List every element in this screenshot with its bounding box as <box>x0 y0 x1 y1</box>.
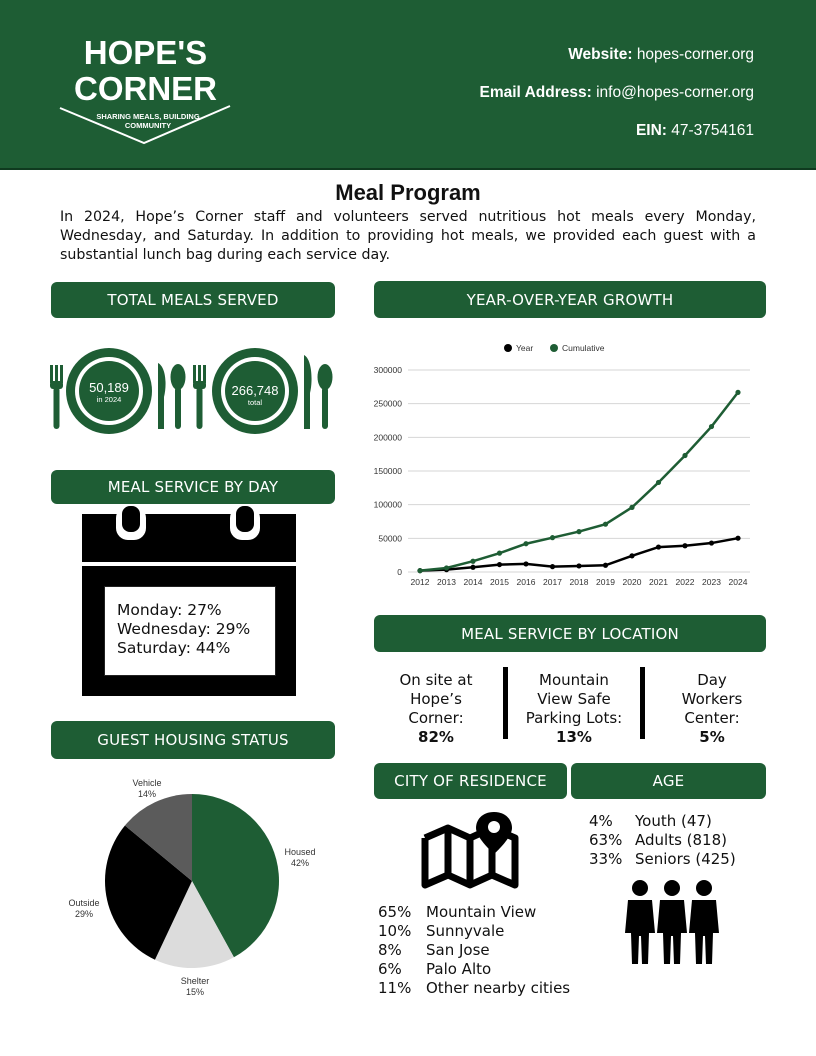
y-tick-label: 150000 <box>373 466 402 476</box>
header-banner <box>0 0 816 170</box>
city-name: Mountain View <box>426 903 537 921</box>
fork-icon <box>50 365 63 429</box>
location-divider <box>640 667 645 739</box>
growth-heading: YEAR-OVER-YEAR GROWTH <box>374 281 766 318</box>
meals-2024-value: 50,189 <box>89 380 129 395</box>
data-point <box>735 536 740 541</box>
age-pct: 63% <box>589 831 623 849</box>
day-monday: Monday: 27% <box>117 601 222 619</box>
pie-label: Housed <box>284 847 316 857</box>
pie-pct-label: 29% <box>74 909 94 919</box>
age-heading: AGE <box>571 763 766 799</box>
x-tick-label: 2023 <box>702 577 721 587</box>
data-point <box>629 553 634 558</box>
x-tick-label: 2020 <box>622 577 642 587</box>
data-point <box>603 522 608 527</box>
location-onsite-line-3: Corner: <box>408 709 464 727</box>
location-heading: MEAL SERVICE BY LOCATION <box>374 615 766 652</box>
x-tick-label: 2017 <box>543 577 562 587</box>
data-point <box>444 565 449 570</box>
location-onsite <box>386 671 486 747</box>
legend-marker <box>550 344 558 352</box>
knife-icon <box>304 355 312 429</box>
email-link[interactable]: info@hopes-corner.org <box>596 84 754 101</box>
ein-line <box>636 122 754 140</box>
total-meals-heading: TOTAL MEALS SERVED <box>51 282 335 318</box>
location-dayworkers-line-3: Center: <box>684 709 740 727</box>
website-link[interactable]: hopes-corner.org <box>636 46 754 63</box>
city-heading: CITY OF RESIDENCE <box>374 763 567 799</box>
data-point <box>497 562 502 567</box>
age-row <box>589 831 727 850</box>
x-tick-label: 2021 <box>649 577 668 587</box>
location-parking <box>520 671 628 747</box>
data-point <box>709 424 714 429</box>
location-onsite-line-2: Hope’s <box>410 690 462 708</box>
pie-label: Shelter <box>180 976 210 986</box>
meals-2024-label: in 2024 <box>96 395 122 404</box>
city-pct: 10% <box>378 922 412 940</box>
x-tick-label: 2014 <box>463 577 483 587</box>
meal-by-day-heading: MEAL SERVICE BY DAY <box>51 470 335 504</box>
logo-tagline-line-1: SHARING MEALS, BUILDING <box>96 112 200 121</box>
age-name: Seniors (425) <box>635 850 736 868</box>
age-pct: 4% <box>589 812 613 830</box>
pie-label: Outside <box>68 898 100 908</box>
pie-pct-label: 15% <box>185 987 205 997</box>
data-point <box>550 564 555 569</box>
data-point <box>682 453 687 458</box>
data-point <box>470 565 475 570</box>
location-dayworkers-pct: 5% <box>699 728 725 746</box>
website-line <box>568 46 754 64</box>
data-point <box>497 551 502 556</box>
data-point <box>523 561 528 566</box>
day-breakdown-box <box>104 586 276 676</box>
data-point <box>735 390 740 395</box>
city-pct: 11% <box>378 979 412 997</box>
data-point <box>629 505 634 510</box>
location-onsite-pct: 82% <box>418 728 454 746</box>
data-point <box>523 541 528 546</box>
location-onsite-line-1: On site at <box>399 671 473 689</box>
map-pin-icon <box>420 810 520 890</box>
data-point <box>656 544 661 549</box>
location-parking-line-1: Mountain <box>539 671 609 689</box>
meals-total-value: 266,748 <box>231 383 279 398</box>
x-tick-label: 2016 <box>516 577 536 587</box>
growth-line-chart <box>360 332 760 592</box>
x-tick-label: 2015 <box>490 577 509 587</box>
location-divider <box>503 667 508 739</box>
spoon-icon <box>171 364 186 429</box>
city-row <box>378 922 504 941</box>
data-point <box>550 535 555 540</box>
city-row <box>378 903 536 922</box>
plate-total <box>222 383 288 407</box>
series-line <box>420 392 738 570</box>
legend-label: Year <box>516 343 534 353</box>
email-line <box>480 84 755 102</box>
legend-label: Cumulative <box>562 343 605 353</box>
logo-tagline-line-2: COMMUNITY <box>124 121 172 130</box>
ein-label: EIN: <box>635 122 667 139</box>
data-point <box>603 563 608 568</box>
x-tick-label: 2019 <box>596 577 615 587</box>
location-dayworkers-line-1: Day <box>697 671 727 689</box>
location-dayworkers-line-2: Workers <box>681 690 743 708</box>
city-row <box>378 941 490 960</box>
location-parking-line-2: View Safe <box>537 690 611 708</box>
location-parking-pct: 13% <box>556 728 592 746</box>
city-pct: 8% <box>378 941 402 959</box>
x-tick-label: 2022 <box>675 577 695 587</box>
city-name: Other nearby cities <box>426 979 571 997</box>
y-tick-label: 100000 <box>373 499 402 510</box>
knife-icon <box>158 363 166 429</box>
page-title: Meal Program <box>335 180 481 205</box>
data-point <box>470 559 475 564</box>
fork-icon <box>193 365 206 429</box>
pie-pct-label: 14% <box>137 789 157 799</box>
city-name: Sunnyvale <box>426 922 505 940</box>
website-label: Website: <box>568 46 633 63</box>
age-name: Youth (47) <box>635 812 712 830</box>
location-parking-line-3: Parking Lots: <box>525 709 623 727</box>
plate-2024 <box>80 380 138 404</box>
ein-value: 47-3754161 <box>671 122 754 139</box>
city-row <box>378 960 491 979</box>
y-tick-label: 200000 <box>373 432 402 443</box>
logo-line-1: HOPE'S <box>83 34 208 71</box>
logo-line-2: CORNER <box>73 70 217 107</box>
housing-heading: GUEST HOUSING STATUS <box>51 721 335 759</box>
age-row <box>589 812 712 831</box>
age-row <box>589 850 736 869</box>
age-name: Adults (818) <box>635 831 727 849</box>
data-point <box>576 563 581 568</box>
data-point <box>682 543 687 548</box>
x-tick-label: 2024 <box>728 577 748 587</box>
housing-pie-chart <box>40 770 340 1010</box>
city-row <box>378 979 570 998</box>
logo-chevron-icon <box>58 28 238 153</box>
day-saturday: Saturday: 44% <box>117 639 231 657</box>
data-point <box>709 540 714 545</box>
hopes-corner-logo <box>58 28 238 153</box>
data-point <box>576 529 581 534</box>
pie-pct-label: 42% <box>290 858 310 868</box>
y-tick-label: 250000 <box>373 398 402 409</box>
location-dayworkers <box>662 671 762 747</box>
age-pct: 33% <box>589 850 623 868</box>
day-wednesday: Wednesday: 29% <box>117 620 251 638</box>
y-tick-label: 0 <box>397 567 402 577</box>
city-pct: 6% <box>378 960 402 978</box>
email-label: Email Address: <box>479 84 592 101</box>
legend-marker <box>504 344 512 352</box>
city-name: San Jose <box>426 941 490 959</box>
x-tick-label: 2018 <box>569 577 589 587</box>
data-point <box>417 568 422 573</box>
y-tick-label: 50000 <box>378 533 402 544</box>
x-tick-label: 2013 <box>437 577 456 587</box>
spoon-icon <box>318 364 333 429</box>
intro-paragraph: In 2024, Hope’s Corner staff and volunteers served nutritious hot meals every Monday, Wednesday, and Saturday. In addition to providing hot meals, we provided each guest with a substantial lunch bag during each service day. <box>60 209 756 263</box>
x-tick-label: 2012 <box>410 577 430 587</box>
pie-label: Vehicle <box>132 778 162 788</box>
city-pct: 65% <box>378 903 412 921</box>
city-name: Palo Alto <box>426 960 492 978</box>
people-icon <box>622 878 722 968</box>
y-tick-label: 300000 <box>373 365 402 375</box>
meals-total-label: total <box>247 398 263 407</box>
data-point <box>656 480 661 485</box>
